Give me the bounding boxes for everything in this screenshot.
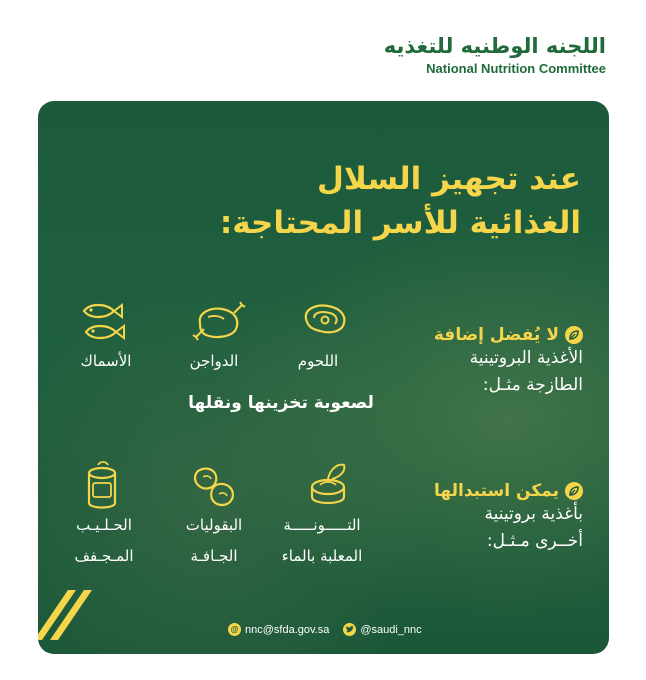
email-text: nnc@sfda.gov.sa [245,623,330,636]
not-preferred-line-1: الأغذية البروتينية [469,348,583,368]
title-line-2: الغذائية للأسر المحتاجة: [219,205,581,241]
label-tuna-2: المعلبة بالماء [281,547,363,565]
not-preferred-line-2: الطازجة مثـل: [482,375,583,395]
replace-line-1: بأغذية بروتينية [484,504,583,524]
twitter-icon [343,623,356,636]
not-preferred-heading: لا يُفضل إضافة [433,325,559,345]
replace-block [434,481,583,555]
leaf-badge-icon [565,326,583,344]
decorative-stripes [38,590,94,640]
replace-heading: يمكن استبدالها [434,481,559,501]
info-card [38,101,609,654]
label-meat: اللحوم [297,352,339,370]
label-fish: الأسماك [80,352,132,370]
milk-powder-can-icon [82,459,122,511]
label-milk-2: المـجـفف [74,547,134,565]
email-contact[interactable] [228,623,329,636]
title-line-1: عند تجهيز السلال [317,161,581,197]
label-poultry: الدواجن [189,352,239,370]
logo-arabic: اللجنه الوطنيه للتغذيه [383,34,606,58]
steak-icon [300,301,350,337]
not-preferred-block [434,325,583,399]
email-icon: @ [228,623,241,636]
contact-footer [228,623,422,636]
twitter-contact[interactable] [343,623,421,636]
card-title [220,157,581,245]
logo-english: National Nutrition Committee [426,61,606,76]
label-tuna-1: التـــــونـــــة [283,516,361,534]
chicken-icon [190,299,248,343]
twitter-text: @saudi_nnc [360,623,422,636]
fish-icon [78,299,128,345]
label-milk-1: الحـلـيـب [76,516,132,534]
storage-reason: لصعوبة تخزينها ونقلها [188,393,374,413]
leaf-badge-icon [565,482,583,500]
label-legumes-1: البقوليات [185,516,243,534]
replace-line-2: أخــرى مـثـل: [486,531,583,551]
tuna-can-icon [306,459,354,509]
label-legumes-2: الجـافـة [190,547,238,565]
legumes-icon [188,463,240,509]
